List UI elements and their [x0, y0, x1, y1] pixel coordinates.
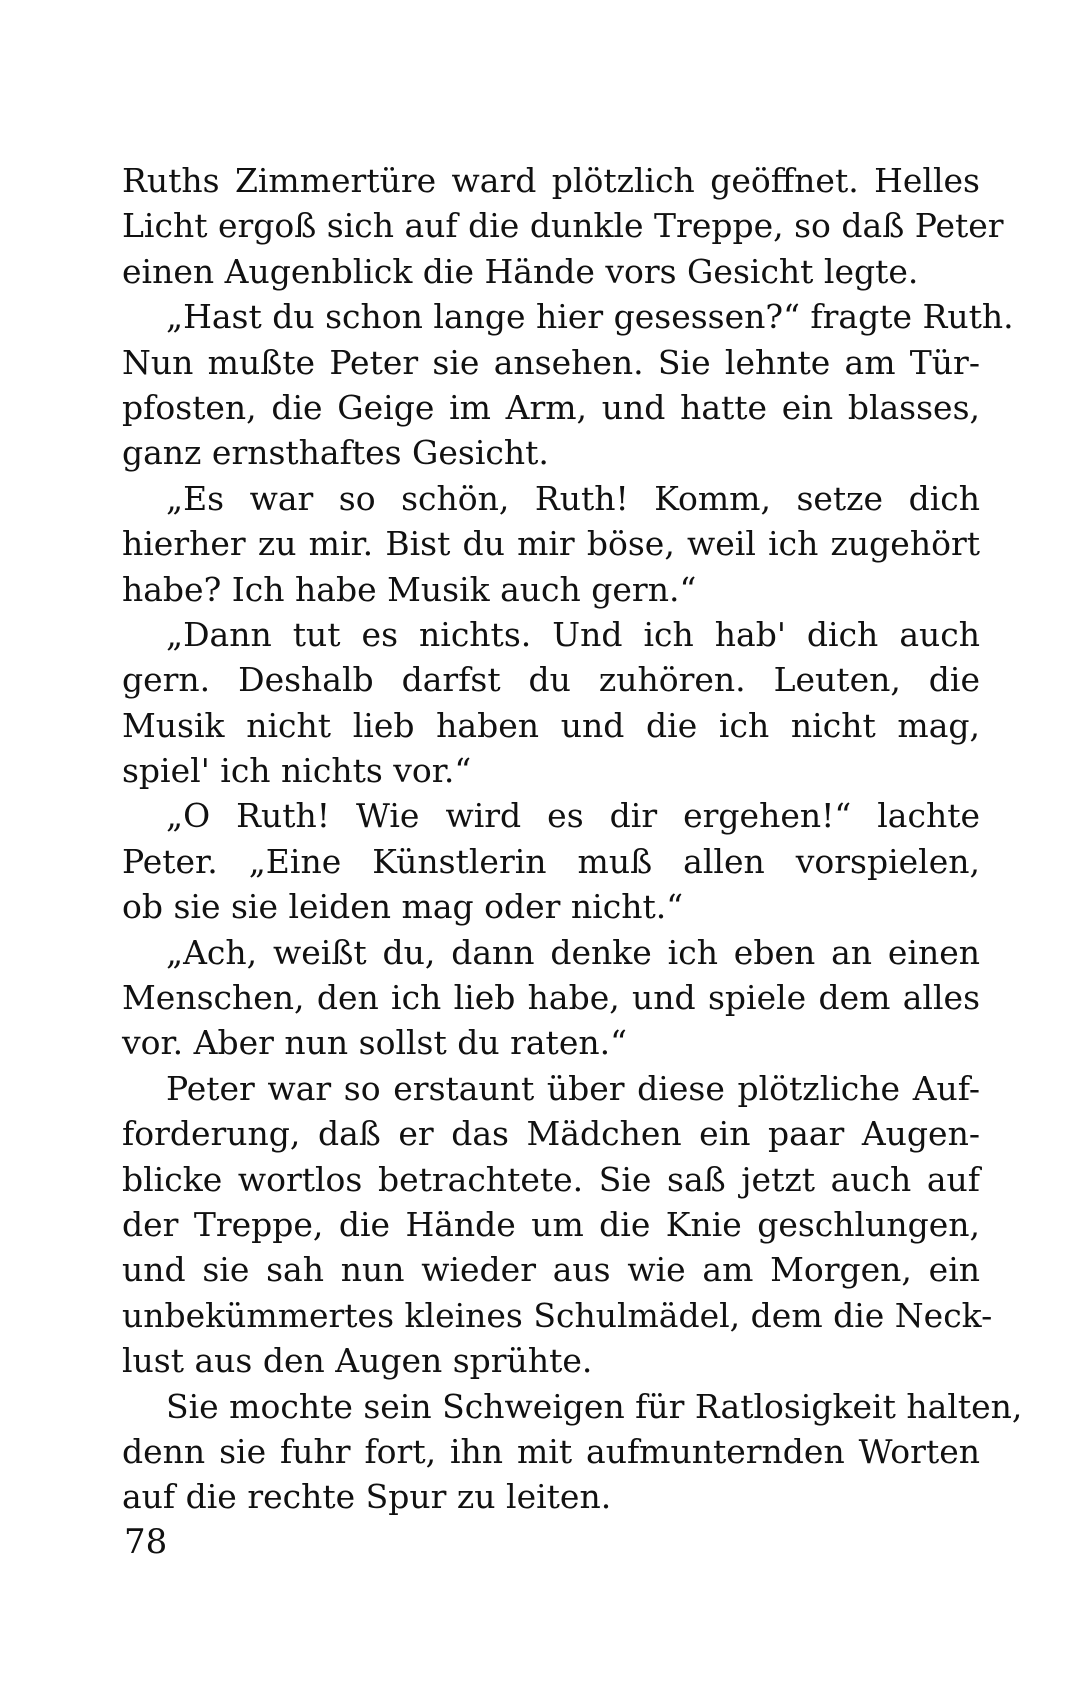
text-line: blicke wortlos betrachtete. Sie saß jetzt auch auf — [122, 1159, 980, 1199]
text-line: Ruths Zimmertüre ward plötzlich geöffnet. Helles — [122, 161, 980, 200]
text-line: „Es war so schön, Ruth! Komm, setze dich — [166, 478, 980, 518]
text-line: der Treppe, die Hände um die Knie geschlungen, — [122, 1204, 980, 1244]
text-line: und sie sah nun wieder aus wie am Morgen, ein — [122, 1250, 980, 1290]
text-line: Licht ergoß sich auf die dunkle Treppe, so daß Peter — [122, 206, 1004, 246]
text-line: denn sie fuhr fort, ihn mit aufmunternden Worten — [122, 1431, 980, 1471]
text-line: auf die rechte Spur zu leiten. — [122, 1477, 612, 1517]
text-line: „Ach, weißt du, dann denke ich eben an einen — [166, 932, 980, 972]
text-line: vor. Aber nun sollst du raten.“ — [122, 1023, 627, 1063]
text-line: Peter. „Eine Künstlerin muß allen vorspielen, — [122, 841, 980, 881]
text-line: „Hast du schon lange hier gesessen?“ fragte Ruth. — [166, 297, 1014, 337]
text-line: ganz ernsthaftes Gesicht. — [122, 433, 549, 473]
text-line: Musik nicht lieb haben und die ich nicht mag, — [122, 705, 980, 745]
text-line: spiel' ich nichts vor.“ — [122, 751, 472, 791]
text-line: unbekümmertes kleines Schulmädel, dem die Neck- — [122, 1295, 993, 1335]
page-number: 78 — [124, 1522, 168, 1562]
text-line: hierher zu mir. Bist du mir böse, weil ich zugehört — [122, 524, 980, 564]
text-line: Peter war so erstaunt über diese plötzliche Auf- — [166, 1068, 980, 1108]
text-line: „Dann tut es nichts. Und ich hab' dich auch — [166, 614, 980, 654]
text-line: forderung, daß er das Mädchen ein paar Augen- — [122, 1114, 980, 1154]
text-line: pfosten, die Geige im Arm, und hatte ein blasses, — [122, 387, 980, 427]
text-line: ob sie sie leiden mag oder nicht.“ — [122, 887, 684, 927]
text-line: habe? Ich habe Musik auch gern.“ — [122, 569, 697, 609]
text-line: „O Ruth! Wie wird es dir ergehen!“ lachte — [166, 796, 980, 836]
text-line: lust aus den Augen sprühte. — [122, 1341, 593, 1381]
page-text — [122, 158, 1023, 1520]
text-line: Nun mußte Peter sie ansehen. Sie lehnte am Tür- — [122, 342, 980, 382]
text-line: gern. Deshalb darfst du zuhören. Leuten, die — [122, 660, 980, 700]
text-line: Menschen, den ich lieb habe, und spiele dem alles — [122, 978, 980, 1018]
text-line: Sie mochte sein Schweigen für Ratlosigkeit halten, — [166, 1386, 1023, 1426]
text-line: einen Augenblick die Hände vors Gesicht legte. — [122, 251, 919, 291]
